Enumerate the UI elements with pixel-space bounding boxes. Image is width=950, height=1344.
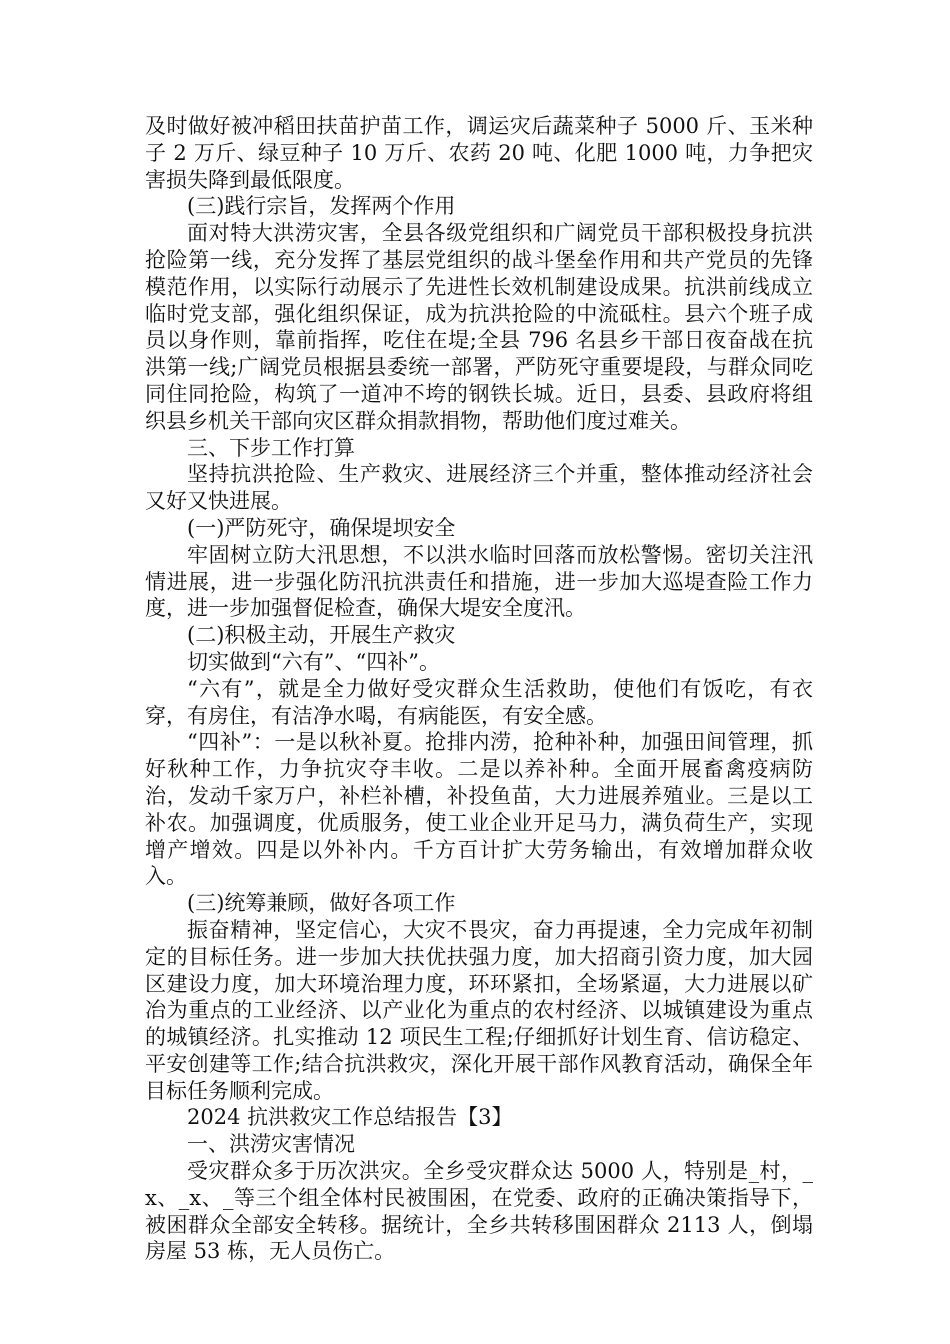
paragraph-10: “六有”，就是全力做好受灾群众生活救助，使他们有饭吃，有衣穿，有房住，有洁净水喝，有病能医，有安全感。 [145,676,813,728]
document-page [145,113,813,1265]
paragraph-3: 面对特大洪涝灾害，全县各级党组织和广阔党员干部积极投身抗洪抢险第一线，充分发挥了基层党组织的战斗堡垒作用和共产党员的先锋模范作用，以实际行动展示了先进性长效机制建设成果。抗洪前线成立临时党支部，强化组织保证，成为抗洪抢险的中流砥柱。县六个班子成员以身作则，靠前指挥，吃住在堤;全县 796 名县乡干部日夜奋战在抗洪第一线;广阔党员根据县委统一部署，严防死守重要堤段，与群众同吃同住同抢险，构筑了一道冲不垮的钢铁长城。近日，县委、县政府将组织县乡机关干部向灾区群众捐款捐物，帮助他们度过难关。 [145,221,813,433]
paragraph-8: (二)积极主动，开展生产救灾 [187,623,456,648]
paragraph-12: (三)统筹兼顾，做好各项工作 [187,891,456,916]
paragraph-15: 一、洪涝灾害情况 [187,1132,355,1157]
paragraph-16: 受灾群众多于历次洪灾。全乡受灾群众达 5000 人，特别是_村，_x、_x、_等三个组全体村民被围困，在党委、政府的正确决策指导下，被困群众全部安全转移。据统计，全乡共转移围困群众 2113 人，倒塌房屋 53 栋，无人员伤亡。 [145,1159,813,1264]
paragraph-6: (一)严防死守，确保堤坝安全 [187,515,456,540]
paragraph-2: (三)践行宗旨，发挥两个作用 [187,194,456,219]
paragraph-7: 牢固树立防大汛思想，不以洪水临时回落而放松警惕。密切关注汛情进展，进一步强化防汛抗洪责任和措施，进一步加大巡堤查险工作力度，进一步加强督促检查，确保大堤安全度汛。 [145,542,813,621]
paragraph-11: “四补”：一是以秋补夏。抢排内涝，抢种补种，加强田间管理，抓好秋种工作，力争抗灾夺丰收。二是以养补种。全面开展畜禽疫病防治，发动千家万户，补栏补槽，补投鱼苗，大力进展养殖业。三是以工补农。加强调度，优质服务，使工业企业开足马力，满负荷生产，实现增产增效。四是以外补内。千方百计扩大劳务输出，有效增加群众收入。 [145,730,813,889]
paragraph-9: 切实做到“六有”、“四补”。 [187,649,440,674]
paragraph-13: 振奋精神，坚定信心，大灾不畏灾，奋力再提速，全力完成年初制定的目标任务。进一步加大扶优扶强力度，加大招商引资力度，加大园区建设力度，加大环境治理力度，环环紧扣，全场紧逼，大力进展以矿冶为重点的工业经济、以产业化为重点的农村经济、以城镇建设为重点的城镇经济。扎实推动 12 项民生工程;仔细抓好计划生育、信访稳定、平安创建等工作;结合抗洪救灾，深化开展干部作风教育活动，确保全年目标任务顺利完成。 [145,917,813,1103]
paragraph-4: 三、下步工作打算 [187,435,355,460]
paragraph-5: 坚持抗洪抢险、生产救灾、进展经济三个并重，整体推动经济社会又好又快进展。 [145,462,813,514]
paragraph-14: 2024 抗洪救灾工作总结报告【3】 [187,1105,513,1130]
paragraph-1: 及时做好被冲稻田扶苗护苗工作，调运灾后蔬菜种子 5000 斤、玉米种子 2 万斤、绿豆种子 10 万斤、农药 20 吨、化肥 1000 吨，力争把灾害损失降到最低限度。 [145,114,813,192]
